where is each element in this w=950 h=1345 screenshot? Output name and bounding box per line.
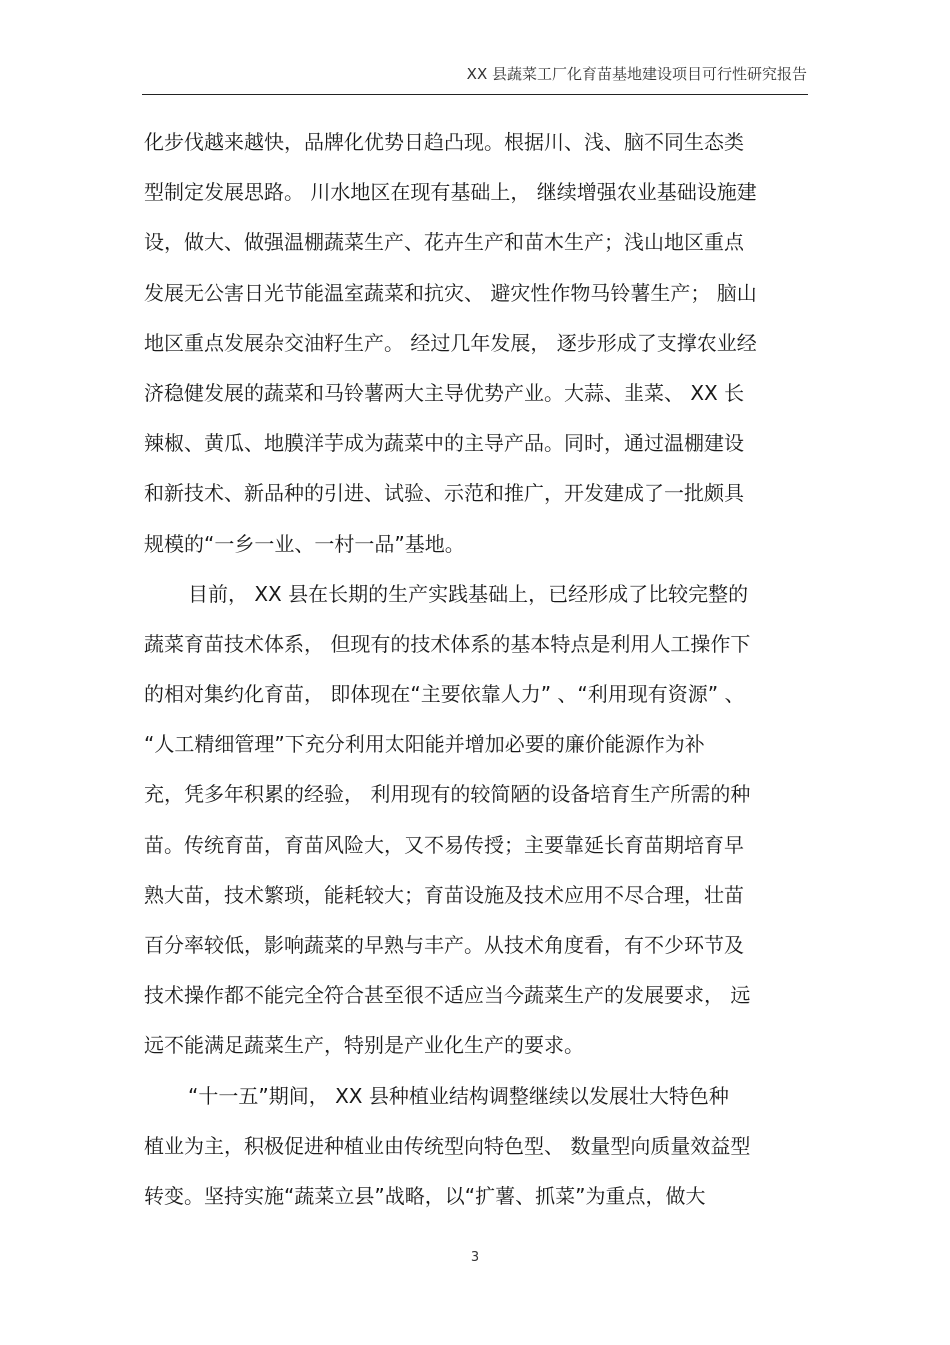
text-line: 地区重点发展杂交油籽生产。 经过几年发展， 逐步形成了支撑农业经 [144,330,757,355]
text-line: 百分率较低，影响蔬菜的早熟与丰产。从技术角度看，有不少环节及 [144,933,744,957]
text-line: 远不能满足蔬菜生产，特别是产业化生产的要求。 [144,1033,584,1058]
text-line: 目前， XX 县在长期的生产实践基础上，已经形成了比较完整的 [188,581,749,606]
text-line: 和新技术、新品种的引进、试验、示范和推广，开发建成了一批颇具 [144,481,744,506]
text-line: 蔬菜育苗技术体系， 但现有的技术体系的基本特点是利用人工操作下 [144,631,751,656]
text-line: 技术操作都不能完全符合甚至很不适应当今蔬菜生产的发展要求， 远 [144,983,751,1008]
running-header-title: XX 县蔬菜工厂化育苗基地建设项目可行性研究报告 [466,65,807,83]
body-text [144,122,808,1226]
text-line: 辣椒、黄瓜、地膜洋芋成为蔬菜中的主导产品。同时，通过温棚建设 [144,431,744,456]
page-number: 3 [470,1250,480,1265]
text-line: 规模的“一乡一业、一村一品”基地。 [144,531,465,556]
text-line: 设，做大、做强温棚蔬菜生产、花卉生产和苗木生产；浅山地区重点 [144,230,744,255]
text-line: 熟大苗，技术繁琐，能耗较大；育苗设施及技术应用不尽合理，壮苗 [144,882,744,907]
text-line: 充，凭多年积累的经验， 利用现有的较简陋的设备培育生产所需的种 [144,782,751,807]
text-line: 济稳健发展的蔬菜和马铃薯两大主导优势产业。大蒜、韭菜、 XX 长 [144,380,745,405]
text-line: “十一五”期间， XX 县种植业结构调整继续以发展壮大特色种 [188,1083,729,1108]
header-rule [142,94,808,95]
text-line: 的相对集约化育苗， 即体现在“主要依靠人力” 、“利用现有资源” 、 [144,682,745,707]
text-line: 苗。传统育苗，育苗风险大，又不易传授；主要靠延长育苗期培育早 [144,832,744,857]
text-line: 发展无公害日光节能温室蔬菜和抗灾、 避灾性作物马铃薯生产； 脑山 [144,280,757,305]
text-line: 植业为主，积极促进种植业由传统型向特色型、 数量型向质量效益型 [144,1133,751,1158]
text-line: 转变。坚持实施“蔬菜立县”战略，以“扩薯、抓菜”为重点，做大 [144,1183,706,1208]
text-line: 型制定发展思路。 川水地区在现有基础上， 继续增强农业基础设施建 [144,180,757,205]
text-line: 化步伐越来越快，品牌化优势日趋凸现。根据川、浅、脑不同生态类 [144,130,744,154]
text-line: “人工精细管理”下充分利用太阳能并增加必要的廉价能源作为补 [144,732,705,757]
